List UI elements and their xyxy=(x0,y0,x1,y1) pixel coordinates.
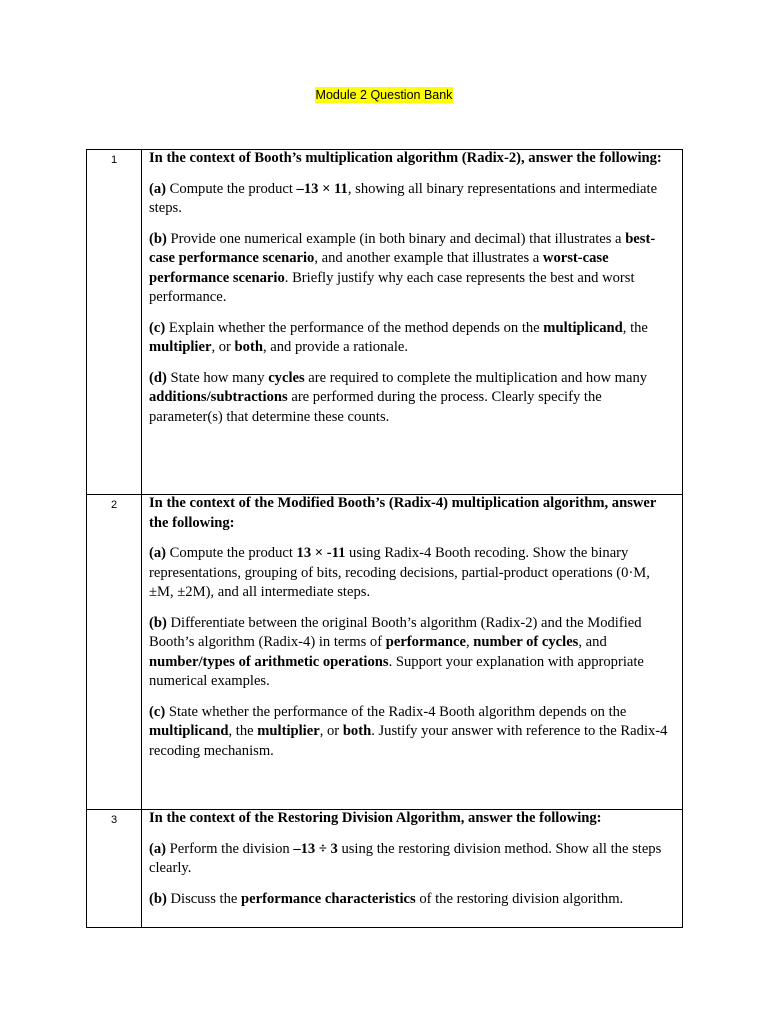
part-text: Discuss the xyxy=(166,890,242,907)
part-emphasis: number/types of arithmetic operations xyxy=(149,653,389,670)
part-text: Perform the division xyxy=(166,840,294,857)
part-text: are performed during the process. Clearly specify the parameter(s) that determine these counts. xyxy=(149,389,602,425)
part-emphasis: both xyxy=(234,339,263,355)
question-part xyxy=(149,369,674,428)
part-text: , or xyxy=(319,723,343,739)
question-number: 1 xyxy=(87,150,142,495)
part-text: , and provide a rationale. xyxy=(262,339,409,355)
page-title-text: Module 2 Question Bank xyxy=(315,88,453,102)
part-label: (a) xyxy=(149,180,167,197)
question-heading: In the context of the Modified Booth’s (Radix-4) multiplication algorithm, answer the following: xyxy=(149,495,657,531)
question-number: 2 xyxy=(87,495,142,810)
question-part xyxy=(149,703,674,762)
question-heading: In the context of Booth’s multiplication algorithm (Radix-2), answer the following: xyxy=(149,150,662,166)
part-text: Compute the product xyxy=(166,180,297,197)
question-number: 3 xyxy=(87,810,142,928)
part-text: , xyxy=(465,634,474,650)
question-part xyxy=(149,544,674,603)
part-text: , showing all binary representations and intermediate steps. xyxy=(149,180,658,216)
question-part xyxy=(149,840,674,879)
part-label: (a) xyxy=(149,545,167,561)
part-emphasis: multiplicand xyxy=(149,723,229,739)
part-label: (d) xyxy=(149,369,167,386)
part-text: of the restoring division algorithm. xyxy=(415,890,624,907)
question-part xyxy=(149,614,674,692)
part-text: Differentiate between the original Booth’s algorithm (Radix-2) and the Modified Booth’s algorithm (Radix-4) in terms of xyxy=(149,614,642,650)
question-body xyxy=(142,495,683,810)
question-body xyxy=(142,810,683,928)
part-text: using Radix-4 Booth recoding. Show the binary representations, grouping of bits, recoding decisions, partial-product operations (0·M, ±M, ±2M), and all intermediate steps. xyxy=(149,545,650,600)
part-emphasis: worst-case performance scenario xyxy=(149,250,609,286)
part-text: , the xyxy=(622,319,648,336)
part-text: Explain whether the performance of the method depends on the xyxy=(165,319,544,336)
question-row xyxy=(87,150,683,495)
part-text: are required to complete the multiplication and how many xyxy=(304,369,648,386)
question-heading: In the context of the Restoring Division Algorithm, answer the following: xyxy=(149,810,602,826)
question-row xyxy=(87,495,683,810)
part-label: (b) xyxy=(149,890,167,907)
question-part xyxy=(149,180,674,219)
question-table xyxy=(86,149,683,928)
part-text: State whether the performance of the Radix-4 Booth algorithm depends on the xyxy=(165,703,627,720)
part-emphasis: cycles xyxy=(268,369,305,386)
part-emphasis: multiplier xyxy=(257,723,320,739)
part-emphasis: performance characteristics xyxy=(241,890,416,907)
part-emphasis: –13 ÷ 3 xyxy=(293,840,338,857)
question-body xyxy=(142,150,683,495)
part-text: Compute the product xyxy=(166,545,297,561)
part-label: (b) xyxy=(149,614,167,631)
part-text: . Briefly justify why each case represents the best and worst performance. xyxy=(149,269,635,305)
part-label: (c) xyxy=(149,319,166,336)
part-text: , and another example that illustrates a xyxy=(314,250,543,266)
part-emphasis: best-case performance scenario xyxy=(149,230,656,266)
part-text: . Justify your answer with reference to the Radix-4 recoding mechanism. xyxy=(149,723,668,759)
part-text: , the xyxy=(228,723,258,739)
part-emphasis: –13 × 11 xyxy=(296,180,348,197)
part-emphasis: multiplicand xyxy=(543,319,623,336)
part-emphasis: both xyxy=(342,723,372,739)
question-table-body xyxy=(87,150,683,928)
question-part xyxy=(149,230,674,308)
part-emphasis: performance xyxy=(385,634,466,650)
part-text: , and xyxy=(578,634,607,650)
part-emphasis: number of cycles xyxy=(473,634,579,650)
question-part xyxy=(149,890,674,910)
part-label: (a) xyxy=(149,840,167,857)
question-row xyxy=(87,810,683,928)
part-text: Provide one numerical example (in both binary and decimal) that illustrates a xyxy=(166,230,626,247)
part-text: , or xyxy=(211,339,235,355)
part-label: (c) xyxy=(149,703,166,720)
page-title xyxy=(0,86,768,104)
part-label: (b) xyxy=(149,230,167,247)
part-text: State how many xyxy=(166,369,269,386)
part-emphasis: 13 × -11 xyxy=(296,545,346,561)
part-text: using the restoring division method. Show all the steps clearly. xyxy=(149,840,662,876)
question-part xyxy=(149,319,674,358)
part-emphasis: multiplier xyxy=(149,339,212,355)
part-emphasis: additions/subtractions xyxy=(149,389,288,405)
part-text: . Support your explanation with appropriate numerical examples. xyxy=(149,653,644,689)
